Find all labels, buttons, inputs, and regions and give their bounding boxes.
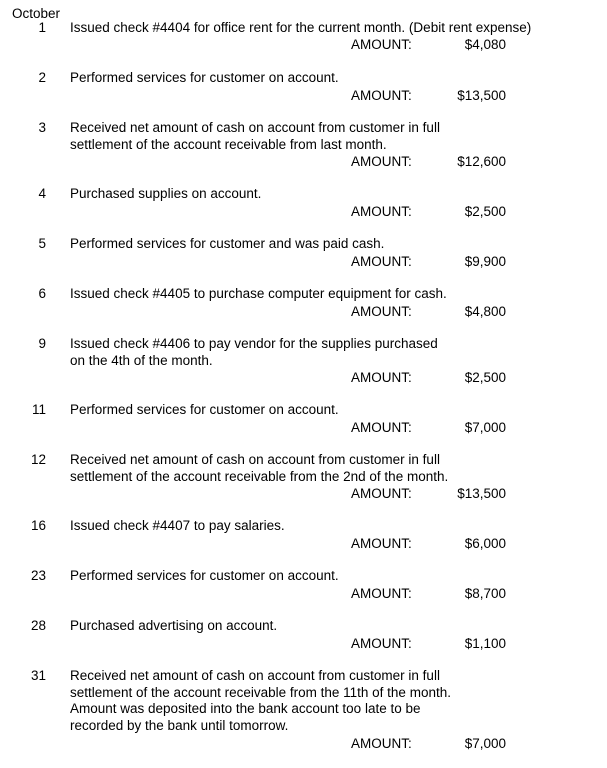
amount-label: AMOUNT: xyxy=(351,536,412,551)
transaction-description xyxy=(70,402,470,419)
amount-value: $8,700 xyxy=(464,586,506,601)
transaction-day: 28 xyxy=(30,618,46,633)
amount-label: AMOUNT: xyxy=(351,88,412,103)
description-line: settlement of the account receivable from last month. xyxy=(70,136,387,152)
description-line: Performed services for customer and was paid cash. xyxy=(70,236,385,251)
description-line: Performed services for customer on account. xyxy=(70,402,339,417)
amount-label: AMOUNT: xyxy=(351,420,412,435)
transaction-description xyxy=(70,20,532,37)
description-line: recorded by the bank until tomorrow. xyxy=(70,717,289,733)
transaction-description xyxy=(70,618,470,635)
amount-label: AMOUNT: xyxy=(351,636,412,651)
transaction-day: 4 xyxy=(38,186,46,201)
amount-label: AMOUNT: xyxy=(351,736,412,751)
amount-label: AMOUNT: xyxy=(351,586,412,601)
transaction-description xyxy=(70,336,470,369)
amount-label: AMOUNT: xyxy=(351,304,412,319)
amount-label: AMOUNT: xyxy=(351,37,412,52)
transaction-day: 9 xyxy=(38,336,46,351)
description-line: on the 4th of the month. xyxy=(70,352,213,368)
transaction-day: 31 xyxy=(30,668,46,683)
description-line: Issued check #4404 for office rent for the current month. (Debit rent expense) xyxy=(70,20,532,35)
transaction-description xyxy=(70,518,470,535)
transaction-day: 6 xyxy=(38,286,46,301)
month-heading: October xyxy=(12,6,61,21)
description-line: Performed services for customer on account. xyxy=(70,568,339,583)
amount-value: $2,500 xyxy=(464,204,506,219)
amount-value: $7,000 xyxy=(464,420,506,435)
transaction-day: 23 xyxy=(30,568,46,583)
transaction-day: 16 xyxy=(30,518,46,533)
amount-label: AMOUNT: xyxy=(351,486,412,501)
description-line: Performed services for customer on account. xyxy=(70,70,339,85)
transaction-day: 2 xyxy=(38,70,46,85)
transaction-description xyxy=(70,452,470,485)
description-line: settlement of the account receivable from the 2nd of the month. xyxy=(70,468,449,484)
amount-value: $1,100 xyxy=(464,636,506,651)
description-line: Purchased supplies on account. xyxy=(70,186,262,201)
transaction-description xyxy=(70,668,470,734)
amount-value: $2,500 xyxy=(464,370,506,385)
transaction-day: 3 xyxy=(38,120,46,135)
transaction-day: 5 xyxy=(38,236,46,251)
amount-value: $7,000 xyxy=(464,736,506,751)
amount-value: $6,000 xyxy=(464,536,506,551)
transaction-description xyxy=(70,120,470,153)
transaction-description xyxy=(70,568,470,585)
transaction-description xyxy=(70,186,470,203)
amount-value: $4,080 xyxy=(464,37,506,52)
amount-value: $9,900 xyxy=(464,254,506,269)
amount-label: AMOUNT: xyxy=(351,254,412,269)
description-line: Received net amount of cash on account from customer in full xyxy=(70,120,440,135)
description-line: Issued check #4407 to pay salaries. xyxy=(70,518,285,533)
transaction-day: 11 xyxy=(31,402,46,417)
description-line: Issued check #4406 to pay vendor for the supplies purchased xyxy=(70,336,438,351)
amount-value: $13,500 xyxy=(457,88,506,103)
amount-value: $4,800 xyxy=(464,304,506,319)
transaction-description xyxy=(70,286,470,303)
description-line: settlement of the account receivable from the 11th of the month. xyxy=(70,684,451,700)
description-line: Received net amount of cash on account from customer in full xyxy=(70,668,440,683)
transaction-description xyxy=(70,236,470,253)
amount-value: $13,500 xyxy=(457,486,506,501)
transaction-description xyxy=(70,70,470,87)
description-line: Received net amount of cash on account from customer in full xyxy=(70,452,440,467)
description-line: Purchased advertising on account. xyxy=(70,618,278,633)
amount-label: AMOUNT: xyxy=(351,204,412,219)
transaction-day: 12 xyxy=(30,452,46,467)
description-line: Issued check #4405 to purchase computer equipment for cash. xyxy=(70,286,447,301)
description-line: Amount was deposited into the bank account too late to be xyxy=(70,701,421,716)
amount-value: $12,600 xyxy=(457,154,506,169)
amount-label: AMOUNT: xyxy=(351,154,412,169)
amount-label: AMOUNT: xyxy=(351,370,412,385)
transaction-day: 1 xyxy=(38,20,46,35)
